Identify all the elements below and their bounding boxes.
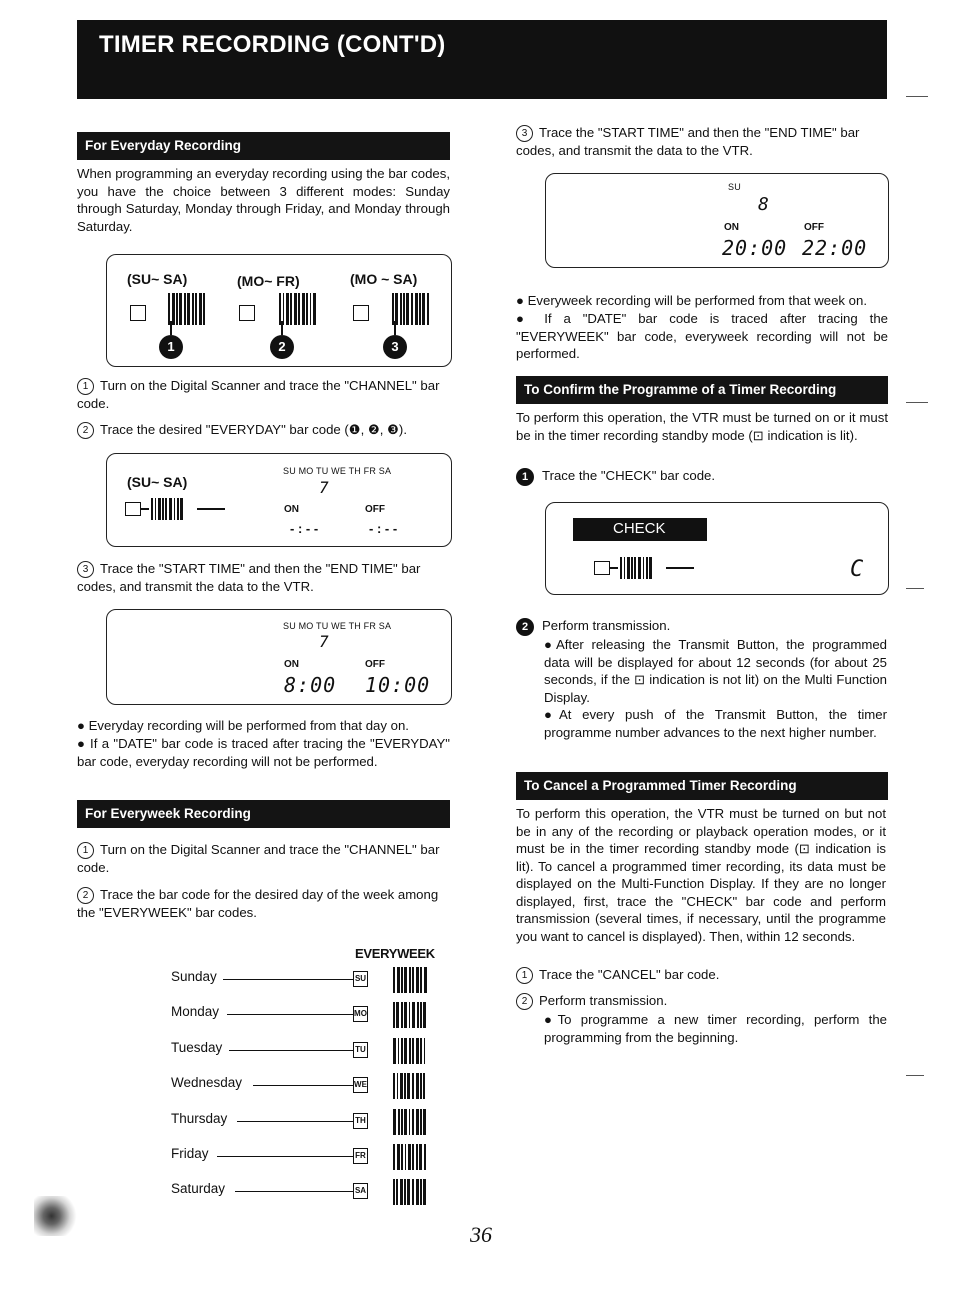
confirm-step-2: 2 Perform transmission. bbox=[516, 617, 888, 636]
everyday-intro: When programming an everyday recording using the bar codes, you have the choice between 3 different modes: Sunday through Saturday, Monday through Friday, and Monday through Saturday. bbox=[77, 166, 450, 234]
display-digit: 7 bbox=[319, 632, 330, 651]
day-label: Thursday bbox=[171, 1111, 228, 1126]
barcode-friday[interactable] bbox=[393, 1144, 427, 1170]
display-off-label: OFF bbox=[365, 504, 385, 515]
day-tag: TH bbox=[353, 1113, 368, 1129]
display-digit: 8 bbox=[758, 194, 770, 215]
cancel-step-2: 2 Perform transmission. bbox=[516, 992, 888, 1010]
step-number: 1 bbox=[77, 842, 94, 859]
day-label: Saturday bbox=[171, 1181, 226, 1196]
everyday-step-1: 1 Turn on the Digital Scanner and trace the "CHANNEL" bar code. bbox=[77, 378, 440, 412]
confirm-intro: To perform this operation, the VTR must be turned on or it must be in the timer recording standby mode (⊡ indication is lit). bbox=[516, 410, 888, 443]
everyday-step-3: 3 Trace the "START TIME" and then the "END TIME" bar codes, and transmit the data to the VTR. bbox=[77, 561, 421, 595]
barcode-thursday[interactable] bbox=[393, 1109, 428, 1135]
display-check bbox=[545, 502, 889, 595]
display-off-time: 22:00 bbox=[802, 236, 868, 260]
day-tag: SU bbox=[353, 971, 368, 987]
barcode-wednesday[interactable] bbox=[393, 1073, 427, 1099]
step-number: 1 bbox=[77, 378, 94, 395]
everyweek-heading: For Everyweek Recording bbox=[77, 800, 450, 828]
mode-label-mo-fr: (MO~ FR) bbox=[237, 273, 300, 289]
barcode-mo-fr[interactable] bbox=[279, 293, 317, 325]
day-label: Monday bbox=[171, 1004, 220, 1019]
day-tag: FR bbox=[353, 1148, 368, 1164]
display-everyday-mode bbox=[106, 453, 452, 547]
day-label: Sunday bbox=[171, 969, 217, 984]
confirm-bullet-2: ●At every push of the Transmit Button, the timer programme number advances to the next higher number. bbox=[544, 707, 888, 740]
page-number: 36 bbox=[470, 1222, 492, 1247]
mode-start-square bbox=[239, 305, 255, 321]
marker-1-icon: 1 bbox=[159, 335, 183, 359]
display-weekdays: SU MO TU WE TH FR SA bbox=[283, 466, 392, 476]
everyweek-bullet-1: ● Everyweek recording will be performed from that week on. bbox=[516, 293, 867, 308]
step-number: 1 bbox=[516, 468, 534, 486]
mode-label-mo-sa: (MO ~ SA) bbox=[350, 271, 418, 287]
everyday-modes-panel bbox=[106, 254, 452, 367]
list-item[interactable] bbox=[171, 1073, 441, 1099]
display-barcode bbox=[151, 498, 185, 520]
day-label: Tuesday bbox=[171, 1040, 223, 1055]
header-banner bbox=[77, 20, 887, 99]
display-on-time: - : - - bbox=[290, 521, 319, 536]
list-item[interactable] bbox=[171, 1109, 441, 1135]
display-off-time: - : - - bbox=[369, 521, 398, 536]
display-off-time: 10:00 bbox=[365, 673, 431, 697]
barcode-tuesday[interactable] bbox=[393, 1038, 427, 1064]
check-barcode[interactable] bbox=[620, 557, 654, 579]
display-weekdays: SU MO TU WE TH FR SA bbox=[283, 621, 392, 631]
marker-3-icon: 3 bbox=[383, 335, 407, 359]
everyday-step-2: 2 Trace the desired "EVERYDAY" bar code (❶, ❷, ❸). bbox=[77, 421, 450, 439]
check-label: CHECK bbox=[573, 518, 707, 541]
step-number: 1 bbox=[516, 967, 533, 984]
everyweek-step-1: 1 Turn on the Digital Scanner and trace the "CHANNEL" bar code. bbox=[77, 842, 440, 876]
everyweek-barcode-list bbox=[171, 967, 441, 1207]
day-tag: TU bbox=[353, 1042, 368, 1058]
page-title: TIMER RECORDING (CONT'D) bbox=[99, 31, 446, 58]
barcode-sunday[interactable] bbox=[393, 967, 428, 993]
list-item[interactable] bbox=[171, 1038, 441, 1064]
everyweek-bullet-2: ● If a "DATE" bar code is traced after tracing the "EVERYWEEK" bar code, everyweek recording will not be performed. bbox=[516, 311, 888, 361]
tape-icon bbox=[125, 502, 141, 516]
display-on-label: ON bbox=[284, 504, 299, 515]
marker-2-icon: 2 bbox=[270, 335, 294, 359]
list-item[interactable] bbox=[171, 1179, 441, 1205]
day-label: Friday bbox=[171, 1146, 209, 1161]
display-on-time: 20:00 bbox=[722, 236, 788, 260]
day-tag: SA bbox=[353, 1183, 368, 1199]
display-on-time: 8:00 bbox=[284, 673, 337, 697]
cancel-heading: To Cancel a Programmed Timer Recording bbox=[516, 772, 888, 800]
step-number: 3 bbox=[516, 125, 533, 142]
mode-start-square bbox=[353, 305, 369, 321]
list-item[interactable] bbox=[171, 1144, 441, 1170]
confirm-step-1: 1 Trace the "CHECK" bar code. bbox=[516, 467, 888, 486]
display-day: SU bbox=[728, 182, 741, 192]
display-on-label: ON bbox=[284, 659, 299, 670]
list-item[interactable] bbox=[171, 1002, 441, 1028]
display-everyweek bbox=[545, 173, 889, 268]
everyday-bullet-1: ● Everyday recording will be performed from that day on. bbox=[77, 718, 409, 733]
day-tag: MO bbox=[353, 1006, 368, 1022]
mode-label-su-sa: (SU~ SA) bbox=[127, 271, 188, 287]
step-number: 2 bbox=[77, 887, 94, 904]
cancel-bullet-1: ●To programme a new timer recording, perform the programming from the beginning. bbox=[544, 1012, 888, 1045]
everyday-heading: For Everyday Recording bbox=[77, 132, 450, 160]
everyweek-table-title: EVERYWEEK bbox=[355, 946, 435, 961]
tape-icon bbox=[594, 561, 610, 575]
everyweek-step-2: 2 Trace the bar code for the desired day of the week among the "EVERYWEEK" bar codes. bbox=[77, 887, 439, 921]
cancel-step-1: 1 Trace the "CANCEL" bar code. bbox=[516, 966, 888, 984]
confirm-bullet-1: ●After releasing the Transmit Button, the programmed data will be displayed for about 12 seconds (for about 25 seconds, if the ⊡ indication is not lit) on the Multi Function Display. bbox=[544, 637, 887, 705]
everyday-bullet-2: ● If a "DATE" bar code is traced after tracing the "EVERYDAY" bar code, everyday recording will not be performed. bbox=[77, 736, 450, 769]
barcode-monday[interactable] bbox=[393, 1002, 428, 1028]
day-label: Wednesday bbox=[171, 1075, 243, 1090]
display-on-label: ON bbox=[724, 222, 739, 233]
step-number: 2 bbox=[516, 993, 533, 1010]
step-number: 2 bbox=[77, 422, 94, 439]
check-display-char: C bbox=[850, 557, 865, 582]
list-item[interactable] bbox=[171, 967, 441, 993]
display-off-label: OFF bbox=[804, 222, 824, 233]
confirm-heading: To Confirm the Programme of a Timer Recording bbox=[516, 376, 888, 404]
everyweek-step-3: 3 Trace the "START TIME" and then the "END TIME" bar codes, and transmit the data to the VTR. bbox=[516, 125, 860, 159]
day-tag: WE bbox=[353, 1077, 368, 1093]
mode-start-square bbox=[130, 305, 146, 321]
scan-smudge bbox=[34, 1196, 78, 1236]
display-everyday-times bbox=[106, 609, 452, 705]
barcode-mo-sa[interactable] bbox=[392, 293, 430, 325]
cancel-intro: To perform this operation, the VTR must be turned on but not be in any of the recording or playback operation modes, or it must be in the timer recording standby mode (⊡ indication is lit). To cancel a programmed timer recording, its data must be displayed on the Multi-Function Display. If they are no longer displayed, first, trace the "CHECK" bar code and perform transmission (several times, if necessary, until the programme you want to cancel is displayed). Then, within 12 seconds. bbox=[516, 806, 886, 944]
step-number: 2 bbox=[516, 618, 534, 636]
barcode-su-sa[interactable] bbox=[168, 293, 206, 325]
display-off-label: OFF bbox=[365, 659, 385, 670]
step-number: 3 bbox=[77, 561, 94, 578]
display-mode-label: (SU~ SA) bbox=[127, 474, 188, 490]
barcode-saturday[interactable] bbox=[393, 1179, 428, 1205]
display-digit: 7 bbox=[319, 478, 330, 497]
